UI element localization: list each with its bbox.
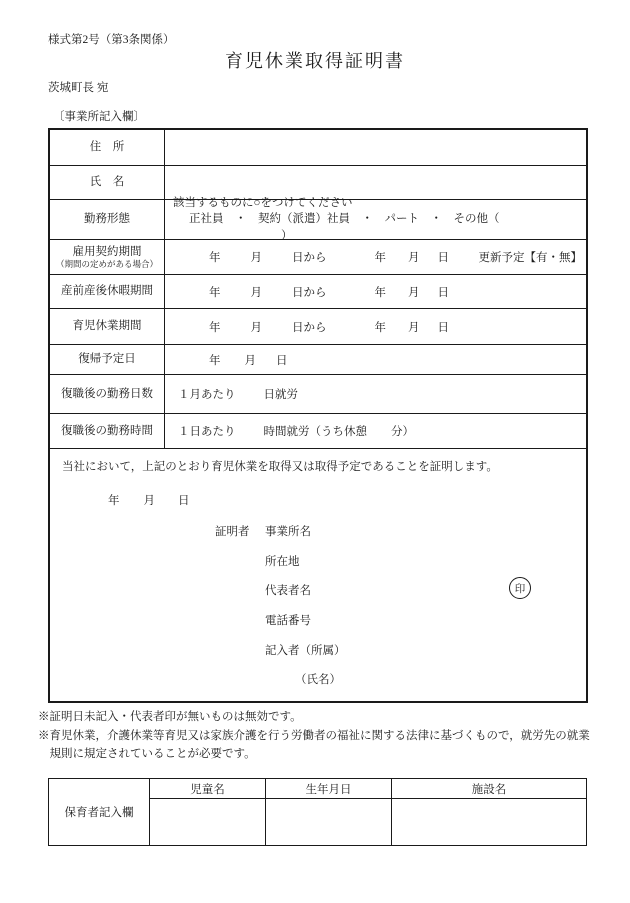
facility-name-field[interactable]: [392, 799, 586, 845]
caregiver-header-row: [150, 779, 586, 799]
footnotes: [38, 709, 594, 763]
maternity-period-field: 年 月 日から 年 月 日: [209, 286, 449, 299]
birthdate-field[interactable]: [266, 799, 392, 845]
work-hours-field: １日あたり 時間就労（うち休憩 分）: [178, 426, 414, 438]
writer-name-label: （氏名）: [295, 674, 341, 686]
work-days-label: 復職後の勤務日数: [50, 375, 165, 413]
row-maternity-period: [50, 275, 586, 309]
employer-section-label: 〔事業所記入欄〕: [53, 111, 145, 123]
return-date-label: 復帰予定日: [50, 345, 165, 374]
work-style-field: [165, 196, 586, 242]
facility-name-header: 施設名: [471, 783, 507, 796]
work-days-field: １月あたり 日就労: [178, 389, 298, 401]
business-address-label: 所在地: [265, 556, 300, 568]
addressee: 茨城町長 宛: [48, 82, 109, 94]
row-return-date: [50, 345, 586, 375]
caregiver-table: [48, 778, 587, 846]
work-style-label: 勤務形態: [50, 200, 165, 239]
row-work-days: [50, 375, 586, 414]
business-name-label: 事業所名: [265, 526, 311, 538]
employer-table: [48, 128, 588, 703]
work-hours-label: 復職後の勤務時間: [50, 414, 165, 448]
maternity-period-label: 産前産後休暇期間: [50, 275, 165, 308]
certifier-label: 証明者: [215, 526, 250, 538]
child-name-header: 児童名: [150, 779, 266, 798]
address-field[interactable]: [165, 130, 586, 165]
work-style-instruction: 該当するものに○をつけてください: [173, 196, 353, 209]
address-label: 住 所: [50, 130, 165, 165]
row-work-hours: [50, 414, 586, 449]
certification-date: 年 月 日: [108, 495, 190, 507]
work-style-options: 正社員 ・ 契約（派遣）社員 ・ パート ・ その他（）: [189, 213, 500, 242]
contract-period-label: 雇用契約期間 （期間の定めがある場合）: [50, 240, 165, 274]
childcare-period-label: 育児休業期間: [50, 309, 165, 344]
birthdate-header: 生年月日: [266, 779, 392, 798]
renewal-choice: 更新予定【有・無】: [478, 252, 582, 264]
caregiver-columns: [150, 779, 586, 845]
certification-statement: 当社において，上記のとおり育児休業を取得又は取得予定であることを証明します。: [62, 461, 498, 473]
return-date-field: 年 月 日: [209, 354, 288, 367]
row-work-style: [50, 196, 586, 242]
row-contract-period: [50, 240, 586, 275]
childcare-period-field: 年 月 日から 年 月 日: [209, 321, 449, 334]
page-title: 育児休業取得証明書: [225, 51, 405, 71]
child-name-field[interactable]: [150, 799, 266, 845]
contract-period-sublabel: （期間の定めがある場合）: [55, 258, 158, 269]
certification-block: [50, 449, 586, 701]
representative-label: 代表者名: [265, 585, 311, 597]
representative-seal-icon: 印: [509, 577, 531, 599]
footnote-2: ※育児休業，介護休業等育児又は家族介護を行う労働者の福祉に関する法律に基づくもので，就労先の就業規則に規定されていることが必要です。: [38, 730, 590, 760]
form-number: 様式第2号（第3条関係）: [48, 34, 175, 46]
row-childcare-period: [50, 309, 586, 345]
caregiver-body-row: [150, 799, 586, 845]
writer-label: 記入者（所属）: [265, 645, 346, 657]
phone-label: 電話番号: [265, 615, 311, 627]
name-label: 氏 名: [50, 166, 165, 199]
contract-period-field: 年 月 日から 年 月 日 更新予定【有・無】: [165, 240, 586, 274]
footnote-1: ※証明日未記入・代表者印が無いものは無効です。: [38, 711, 302, 723]
caregiver-section-label: 保育者記入欄: [49, 779, 150, 845]
row-address: [50, 130, 586, 166]
